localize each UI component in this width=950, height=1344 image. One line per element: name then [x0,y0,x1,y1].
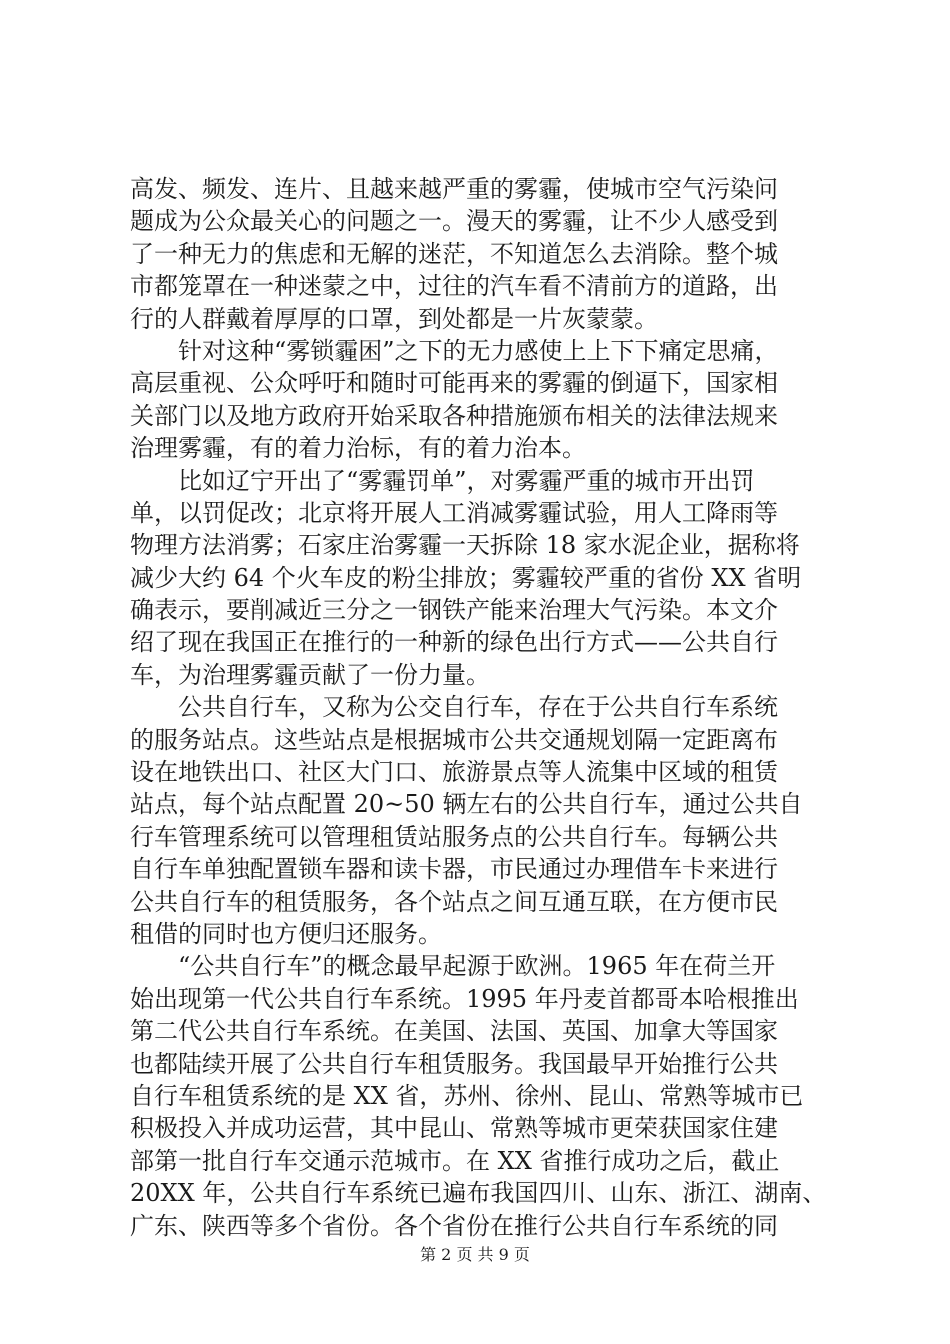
text-line: 针对这种“雾锁霾困”之下的无力感使上上下下痛定思痛， [178,336,779,365]
paragraph-examples [130,465,830,692]
text-line: 自行车租赁系统的是 XX 省，苏州、徐州、昆山、常熟等城市已 [130,1081,804,1110]
text-line: 高层重视、公众呼吁和随时可能再来的雾霾的倒逼下，国家相 [130,369,778,398]
text-line: 市都笼罩在一种迷蒙之中，过往的汽车看不清前方的道路，出 [130,272,778,301]
text-line: 也都陆续开展了公共自行车租赁服务。我国最早开始推行公共 [130,1049,778,1078]
text-line: 确表示，要削减近三分之一钢铁产能来治理大气污染。本文介 [130,596,778,625]
text-line: 广东、陕西等多个省份。各个省份在推行公共自行车系统的同 [130,1211,778,1240]
text-line: 的服务站点。这些站点是根据城市公共交通规划隔一定距离布 [130,725,778,754]
text-line: 题成为公众最关心的问题之一。漫天的雾霾，让不少人感受到 [130,207,778,236]
text-line: 比如辽宁开出了“雾霾罚单”，对雾霾严重的城市开出罚 [178,466,755,495]
text-line: 了一种无力的焦虑和无解的迷茫，不知道怎么去消除。整个城 [130,239,778,268]
text-line: 公共自行车的租赁服务，各个站点之间互通互联，在方便市民 [130,887,778,916]
text-line: 行的人群戴着厚厚的口罩，到处都是一片灰蒙蒙。 [130,304,658,333]
text-line: 自行车单独配置锁车器和读卡器，市民通过办理借车卡来进行 [130,855,778,884]
text-line: 20XX 年，公共自行车系统已遍布我国四川、山东、浙江、湖南、 [130,1179,827,1208]
text-line: 绍了现在我国正在推行的一种新的绿色出行方式——公共自行 [130,628,778,657]
paragraph-public-bicycle-history [130,950,830,1242]
text-line: 行车管理系统可以管理租赁站服务点的公共自行车。每辆公共 [130,822,778,851]
text-line: 车，为治理雾霾贡献了一份力量。 [130,660,490,689]
text-line: 公共自行车，又称为公交自行车，存在于公共自行车系统 [178,693,778,722]
text-line: 始出现第一代公共自行车系统。1995 年丹麦首都哥本哈根推出 [130,984,799,1013]
text-line: 关部门以及地方政府开始采取各种措施颁布相关的法律法规来 [130,401,778,430]
paragraph-government-response [130,335,830,465]
text-line: 单，以罚促改；北京将开展人工消减雾霾试验，用人工降雨等 [130,498,778,527]
paragraph-public-bicycle-definition [130,691,830,950]
document-body [130,173,830,1242]
text-line: 治理雾霾，有的着力治标，有的着力治本。 [130,434,586,463]
paragraph-smog-intro [130,173,830,335]
text-line: “公共自行车”的概念最早起源于欧洲。1965 年在荷兰开 [178,952,776,981]
page-number-footer: 第 2 页 共 9 页 [420,1245,530,1264]
text-line: 物理方法消雾；石家庄治雾霾一天拆除 18 家水泥企业，据称将 [130,531,800,560]
text-line: 设在地铁出口、社区大门口、旅游景点等人流集中区域的租赁 [130,758,778,787]
text-line: 第二代公共自行车系统。在美国、法国、英国、加拿大等国家 [130,1017,778,1046]
text-line: 积极投入并成功运营，其中昆山、常熟等城市更荣获国家住建 [130,1114,778,1143]
text-line: 部第一批自行车交通示范城市。在 XX 省推行成功之后，截止 [130,1146,780,1175]
text-line: 高发、频发、连片、且越来越严重的雾霾，使城市空气污染问 [130,175,778,203]
text-line: 站点，每个站点配置 20~50 辆左右的公共自行车，通过公共自 [130,790,803,819]
text-line: 减少大约 64 个火车皮的粉尘排放；雾霾较严重的省份 XX 省明 [130,563,802,592]
text-line: 租借的同时也方便归还服务。 [130,919,442,948]
